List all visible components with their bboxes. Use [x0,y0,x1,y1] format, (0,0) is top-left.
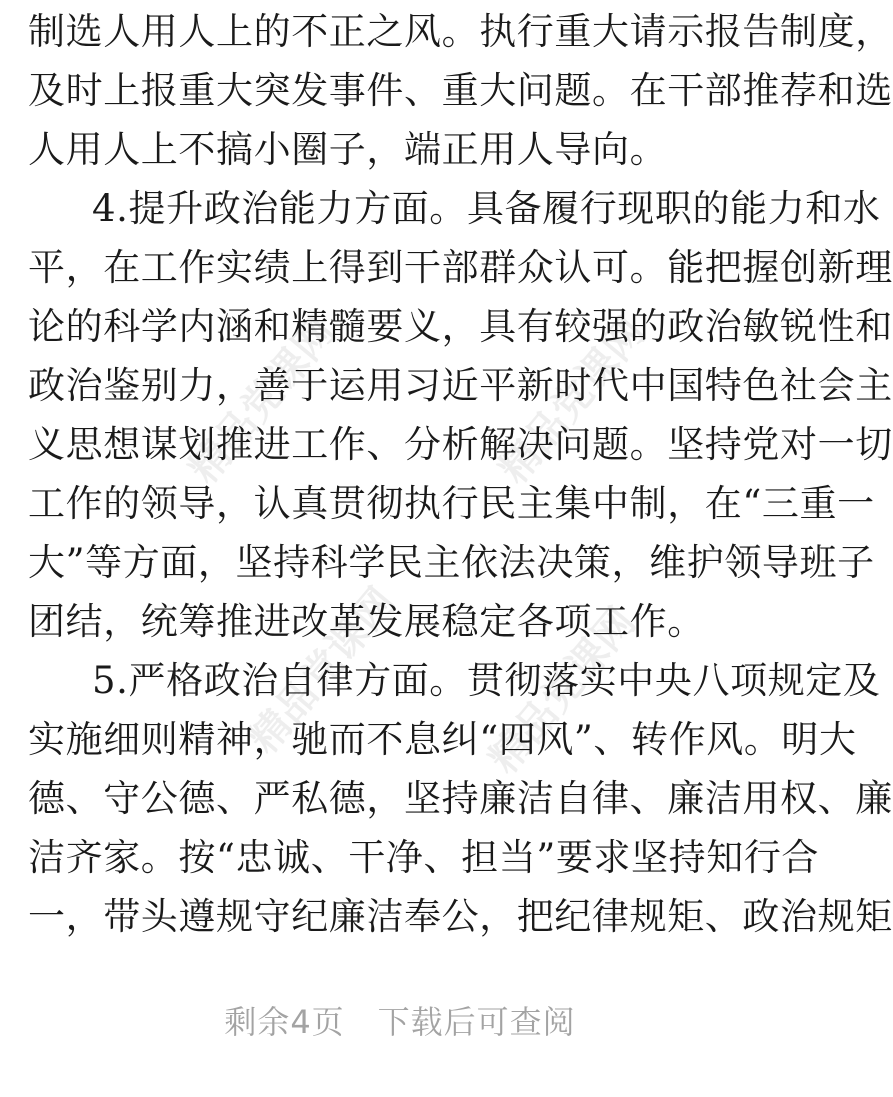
text-line: 工作的领导，认真贯彻执行民主集中制，在“三重一 [28,482,875,525]
text-line: 论的科学内涵和精髓要义，具有较强的政治敏锐性和 [28,305,893,348]
watermark: 精品党课网 [480,599,645,783]
watermark: 精品党课网 [180,309,345,493]
text-line: 德、守公德、严私德，坚持廉洁自律、廉洁用权、廉 [28,777,893,820]
text-line: 制选人用人上的不正之风。执行重大请示报告制度， [28,10,893,53]
paragraph-heading-4: 4.提升政治能力方面。具备履行现职的能力和水 [92,187,881,230]
text-line: 及时上报重大突发事件、重大问题。在干部推荐和选 [28,69,893,112]
paragraph-heading-5: 5.严格政治自律方面。贯彻落实中央八项规定及 [92,659,881,702]
text-line: 人用人上不搞小圈子，端正用人导向。 [28,128,668,171]
text-line: 大”等方面，坚持科学民主依法决策，维护领导班子 [28,541,875,584]
watermark: 精品党课网 [490,309,655,493]
text-line: 团结，统筹推进改革发展稳定各项工作。 [28,600,705,643]
text-line: 洁齐家。按“忠诚、干净、担当”要求坚持知行合 [28,836,820,879]
text-line: 政治鉴别力，善于运用习近平新时代中国特色社会主 [28,364,893,407]
text-line: 实施细则精神，驰而不息纠“四风”、转作风。明大 [28,718,857,761]
text-line: 一，带头遵规守纪廉洁奉公，把纪律规矩、政治规矩 [28,895,893,938]
remaining-pages-hint[interactable]: 剩余4页 下载后可查阅 [224,1003,576,1041]
text-line: 平，在工作实绩上得到干部群众认可。能把握创新理 [28,246,893,289]
watermark: 精品党课网 [240,579,405,763]
text-line: 义思想谋划推进工作、分析解决问题。坚持党对一切 [28,423,893,466]
